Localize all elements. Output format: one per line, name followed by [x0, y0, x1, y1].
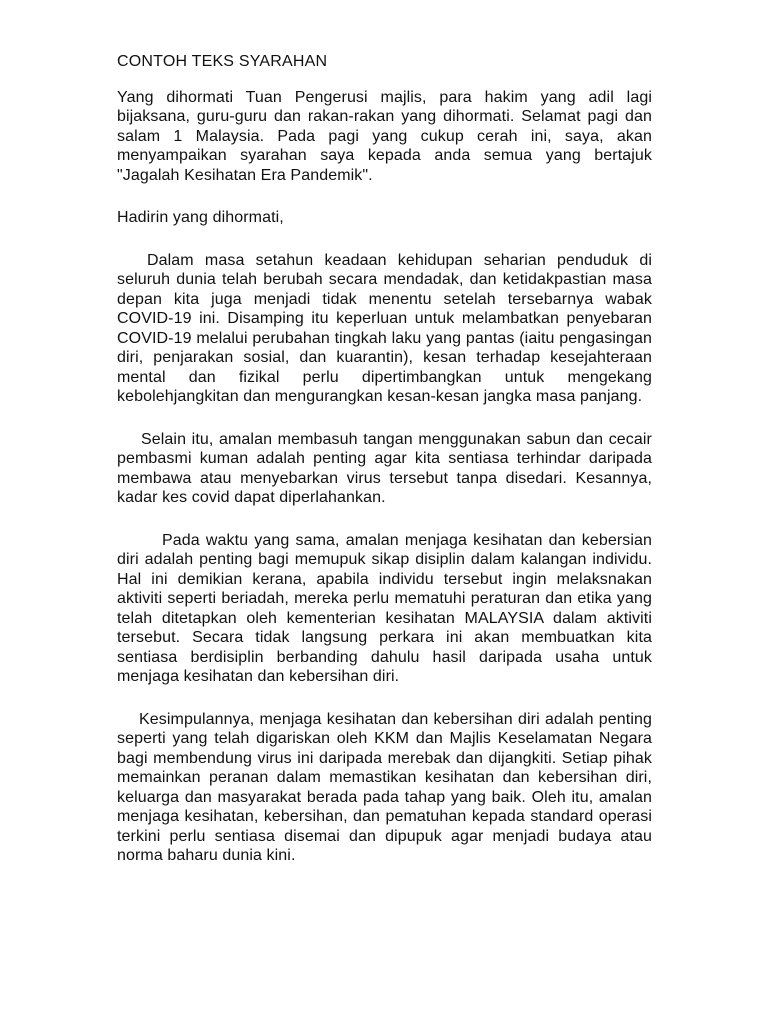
- body-paragraph-4: Kesimpulannya, menjaga kesihatan dan kebersihan diri adalah penting seperti yang telah digariskan oleh KKM dan Majlis Keselamatan Negara bagi membendung virus ini daripada merebak dan dijangkiti. Setiap pihak memainkan peranan dalam memastikan kesihatan dan kebersihan diri, keluarga dan masyarakat berada pada tahap yang baik. Oleh itu, amalan menjaga kesihatan, kebersihan, dan pematuhan kepada standard operasi terkini perlu sentiasa disemai dan dipupuk agar menjadi budaya atau norma baharu dunia kini.: [117, 710, 652, 864]
- opening-paragraph: Yang dihormati Tuan Pengerusi majlis, para hakim yang adil lagi bijaksana, guru-guru dan rakan-rakan yang dihormati. Selamat pagi dan salam 1 Malaysia. Pada pagi yang cukup cerah ini, saya, akan menyampaikan syarahan saya kepada anda semua yang bertajuk "Jagalah Kesihatan Era Pandemik".: [117, 88, 652, 184]
- body-paragraph-1: Dalam masa setahun keadaan kehidupan seharian penduduk di seluruh dunia telah berubah secara mendadak, dan ketidakpastian masa depan kita juga menjadi tidak menentu setelah tersebarnya wabak COVID-19 ini. Disamping itu keperluan untuk melambatkan penyebaran COVID-19 melalui perubahan tingkah laku yang pantas (iaitu pengasingan diri, penjarakan sosial, dan kuarantin), kesan terhadap kesejahteraan mental dan fizikal perlu dipertimbangkan untuk mengekang kebolehjangkitan dan mengurangkan kesan-kesan jangka masa panjang.: [117, 251, 652, 405]
- document-title: CONTOH TEKS SYARAHAN: [117, 53, 328, 70]
- salutation-line: Hadirin yang dihormati,: [117, 209, 284, 226]
- body-paragraph-2: Selain itu, amalan membasuh tangan menggunakan sabun dan cecair pembasmi kuman adalah penting agar kita sentiasa terhindar daripada membawa atau menyebarkan virus tersebut tanpa disedari. Kesannya, kadar kes covid dapat diperlahankan.: [117, 430, 652, 506]
- document-page: [117, 52, 652, 889]
- body-paragraph-3: Pada waktu yang sama, amalan menjaga kesihatan dan kebersian diri adalah penting bagi memupuk sikap disiplin dalam kalangan individu. Hal ini demikian kerana, apabila individu tersebut ingin melaksnakan aktiviti seperti beriadah, mereka perlu mematuhi peraturan dan etika yang telah ditetapkan oleh kementerian kesihatan MALAYSIA dalam aktiviti tersebut. Secara tidak langsung perkara ini akan membuatkan kita sentiasa berdisiplin berbanding dahulu hasil daripada usaha untuk menjaga kesihatan dan kebersihan diri.: [117, 531, 652, 685]
